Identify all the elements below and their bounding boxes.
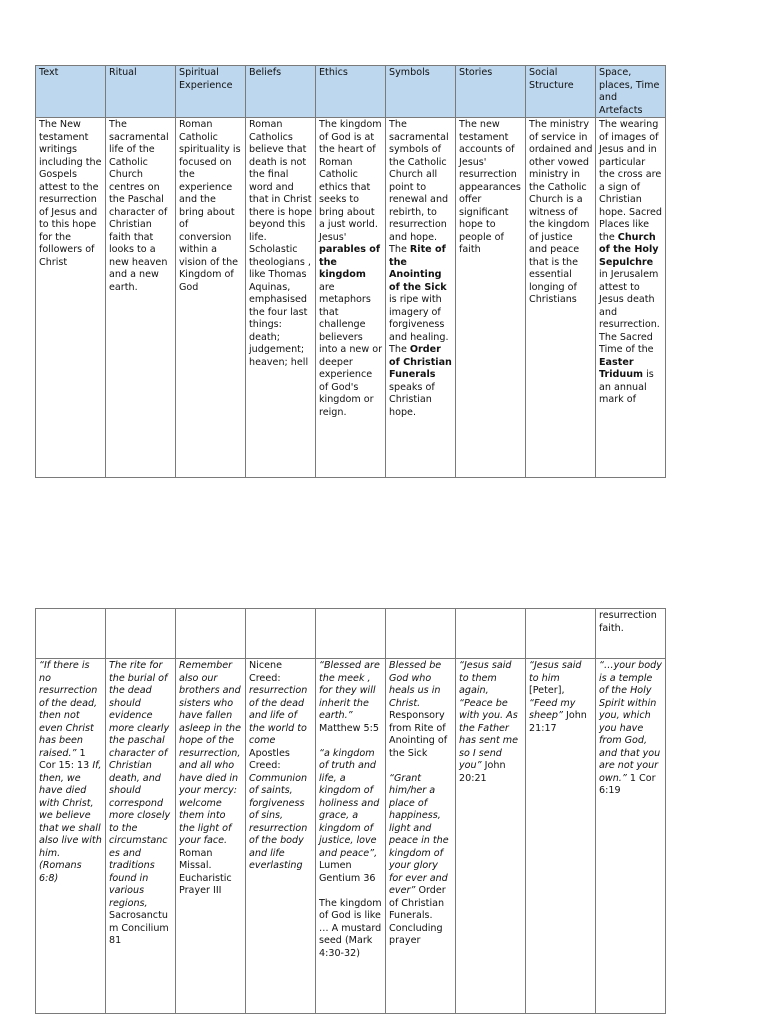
quote-social-structure: “Jesus said to him [Peter], “Feed my sheep” John 21:17 bbox=[526, 659, 596, 1014]
cell-spiritual-experience: Roman Catholic spirituality is focused on the experience and the bring about of conversion within a vision of the Kingdom of God bbox=[176, 118, 246, 478]
cell-space-places: The wearing of images of Jesus and in particular the cross are a sign of Christian hope. Sacred Places like the Church of the Holy Sepulchre in Jerusalem attest to Jesus death and resurrection. The Sacred Time of the Easter Triduum is an annual mark of bbox=[596, 118, 666, 478]
header-cell-space-places: Space, places, Time and Artefacts bbox=[596, 66, 666, 118]
quote-beliefs: Nicene Creed: resurrection of the dead and life of the world to come Apostles Creed: Communion of saints, forgiveness of sins, resurrection of the body and life everlasting bbox=[246, 659, 316, 1014]
cell-text: The New testament writings including the Gospels attest to the resurrection of Jesus and to this hope for the followers of Christ bbox=[36, 118, 106, 478]
header-cell-ethics: Ethics bbox=[316, 66, 386, 118]
quote-stories: “Jesus said to them again, “Peace be with you. As the Father has sent me so I send you” John 20:21 bbox=[456, 659, 526, 1014]
cell-space-continuation: resurrection faith. bbox=[596, 609, 666, 659]
header-cell-social-structure: Social Structure bbox=[526, 66, 596, 118]
header-cell-beliefs: Beliefs bbox=[246, 66, 316, 118]
quote-ethics: “Blessed are the meek , for they will inherit the earth.” Matthew 5:5 “a kingdom of truth and life, a kingdom of holiness and grace, a kingdom of justice, love and peace”, Lumen Gentium 36 The kingdom of God is like … A mustard seed (Mark 4:30-32) bbox=[316, 659, 386, 1014]
summary-table-page-2 bbox=[35, 608, 666, 1014]
cell-beliefs: Roman Catholics believe that death is not the final word and that in Christ there is hope beyond this life. Scholastic theologians , like Thomas Aquinas, emphasised the four last things: death; judgement; heaven; hell bbox=[246, 118, 316, 478]
header-cell-spiritual-experience: Spiritual Experience bbox=[176, 66, 246, 118]
quote-symbols: Blessed be God who heals us in Christ. Responsory from Rite of Anointing of the Sick “Grant him/her a place of happiness, light and peace in the kingdom of your glory for ever and ever” Order of Christian Funerals. Concluding prayer bbox=[386, 659, 456, 1014]
cell-ethics: The kingdom of God is at the heart of Roman Catholic ethics that seeks to bring about a just world. Jesus' parables of the kingdom are metaphors that challenge believers into a new or deeper experience of God's kingdom or reign. bbox=[316, 118, 386, 478]
quote-spiritual-experience: Remember also our brothers and sisters who have fallen asleep in the hope of the resurrection, and all who have died in your mercy: welcome them into the light of your face. Roman Missal. Eucharistic Prayer III bbox=[176, 659, 246, 1014]
cell-stories: The new testament accounts of Jesus' resurrection appearances offer significant hope to people of faith bbox=[456, 118, 526, 478]
cell-social-structure: The ministry of service in ordained and other vowed ministry in the Catholic Church is a witness of the kingdom of justice and peace that is the essential longing of Christians bbox=[526, 118, 596, 478]
cell-symbols: The sacramental symbols of the Catholic Church all point to renewal and rebirth, to resurrection and hope. The Rite of the Anointing of the Sick is ripe with imagery of forgiveness and healing. The Order of Christian Funerals speaks of Christian hope. bbox=[386, 118, 456, 478]
header-cell-symbols: Symbols bbox=[386, 66, 456, 118]
header-cell-ritual: Ritual bbox=[106, 66, 176, 118]
quotes-row bbox=[36, 659, 666, 1014]
header-cell-text: Text bbox=[36, 66, 106, 118]
summary-table-page-1 bbox=[35, 65, 666, 478]
quote-text: “If there is no resurrection of the dead, then not even Christ has been raised.” 1 Cor 15: 13 If, then, we have died with Christ, we believe that we shall also live with him. (Romans 6:8) bbox=[36, 659, 106, 1014]
cell-ritual: The sacramental life of the Catholic Church centres on the Paschal character of Christian faith that looks to a new heaven and a new earth. bbox=[106, 118, 176, 478]
header-cell-stories: Stories bbox=[456, 66, 526, 118]
quote-ritual: The rite for the burial of the dead should evidence more clearly the paschal character of Christian death, and should correspond more closely to the circumstances and traditions found in various regions, Sacrosanctum Concilium 81 bbox=[106, 659, 176, 1014]
description-row bbox=[36, 118, 666, 478]
header-row bbox=[36, 66, 666, 118]
quote-space-places: “…your body is a temple of the Holy Spirit within you, which you have from God, and that you are not your own.” 1 Cor 6:19 bbox=[596, 659, 666, 1014]
continuation-row bbox=[36, 609, 666, 659]
